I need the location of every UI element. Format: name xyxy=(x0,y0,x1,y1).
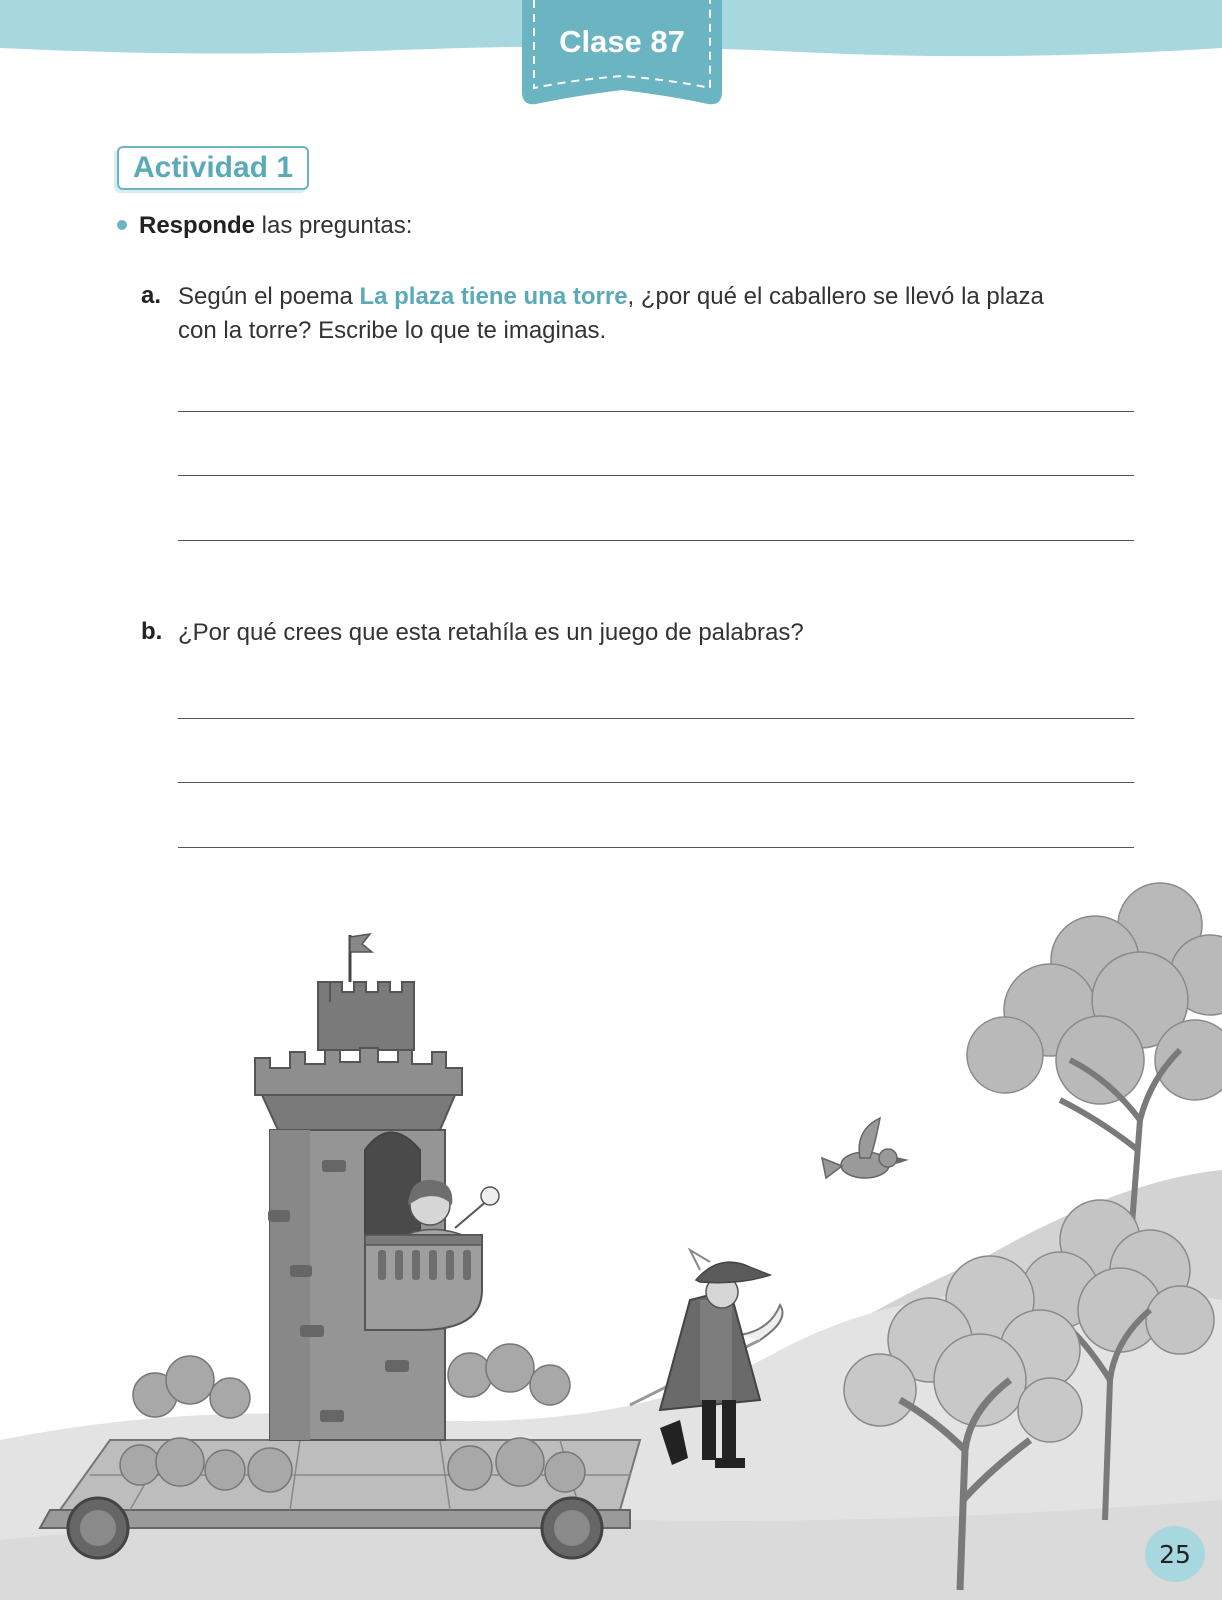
bullet-icon xyxy=(117,220,127,230)
activity-heading xyxy=(117,146,309,190)
activity-title: Actividad 1 xyxy=(132,151,294,184)
question-b-letter: b. xyxy=(141,618,163,645)
answer-line-a3[interactable] xyxy=(178,540,1134,541)
question-a-text-before: Según el poema xyxy=(178,283,360,310)
answer-line-b2[interactable] xyxy=(178,782,1134,783)
answer-line-b3[interactable] xyxy=(178,847,1134,848)
question-a-text xyxy=(178,280,1058,348)
question-a-text-after: , ¿por qué el caballero se llevó la plaza con la torre? Escribe lo que te imaginas. xyxy=(178,283,1044,344)
tree-large xyxy=(967,883,1222,1104)
illustration xyxy=(0,870,1222,1600)
instruction xyxy=(117,212,412,240)
answer-line-a1[interactable] xyxy=(178,411,1134,412)
question-a-letter: a. xyxy=(141,282,162,309)
question-b-text: ¿Por qué crees que esta retahíla es un juego de palabras? xyxy=(178,619,804,646)
answer-line-b1[interactable] xyxy=(178,718,1134,719)
bird xyxy=(822,1118,906,1178)
instruction-verb: Responde xyxy=(139,212,256,239)
poem-title: La plaza tiene una torre xyxy=(359,283,628,310)
page-number: 25 xyxy=(1145,1526,1205,1582)
answer-line-a2[interactable] xyxy=(178,475,1134,476)
class-title: Clase 87 xyxy=(559,24,685,59)
instruction-rest: las preguntas: xyxy=(255,212,413,239)
